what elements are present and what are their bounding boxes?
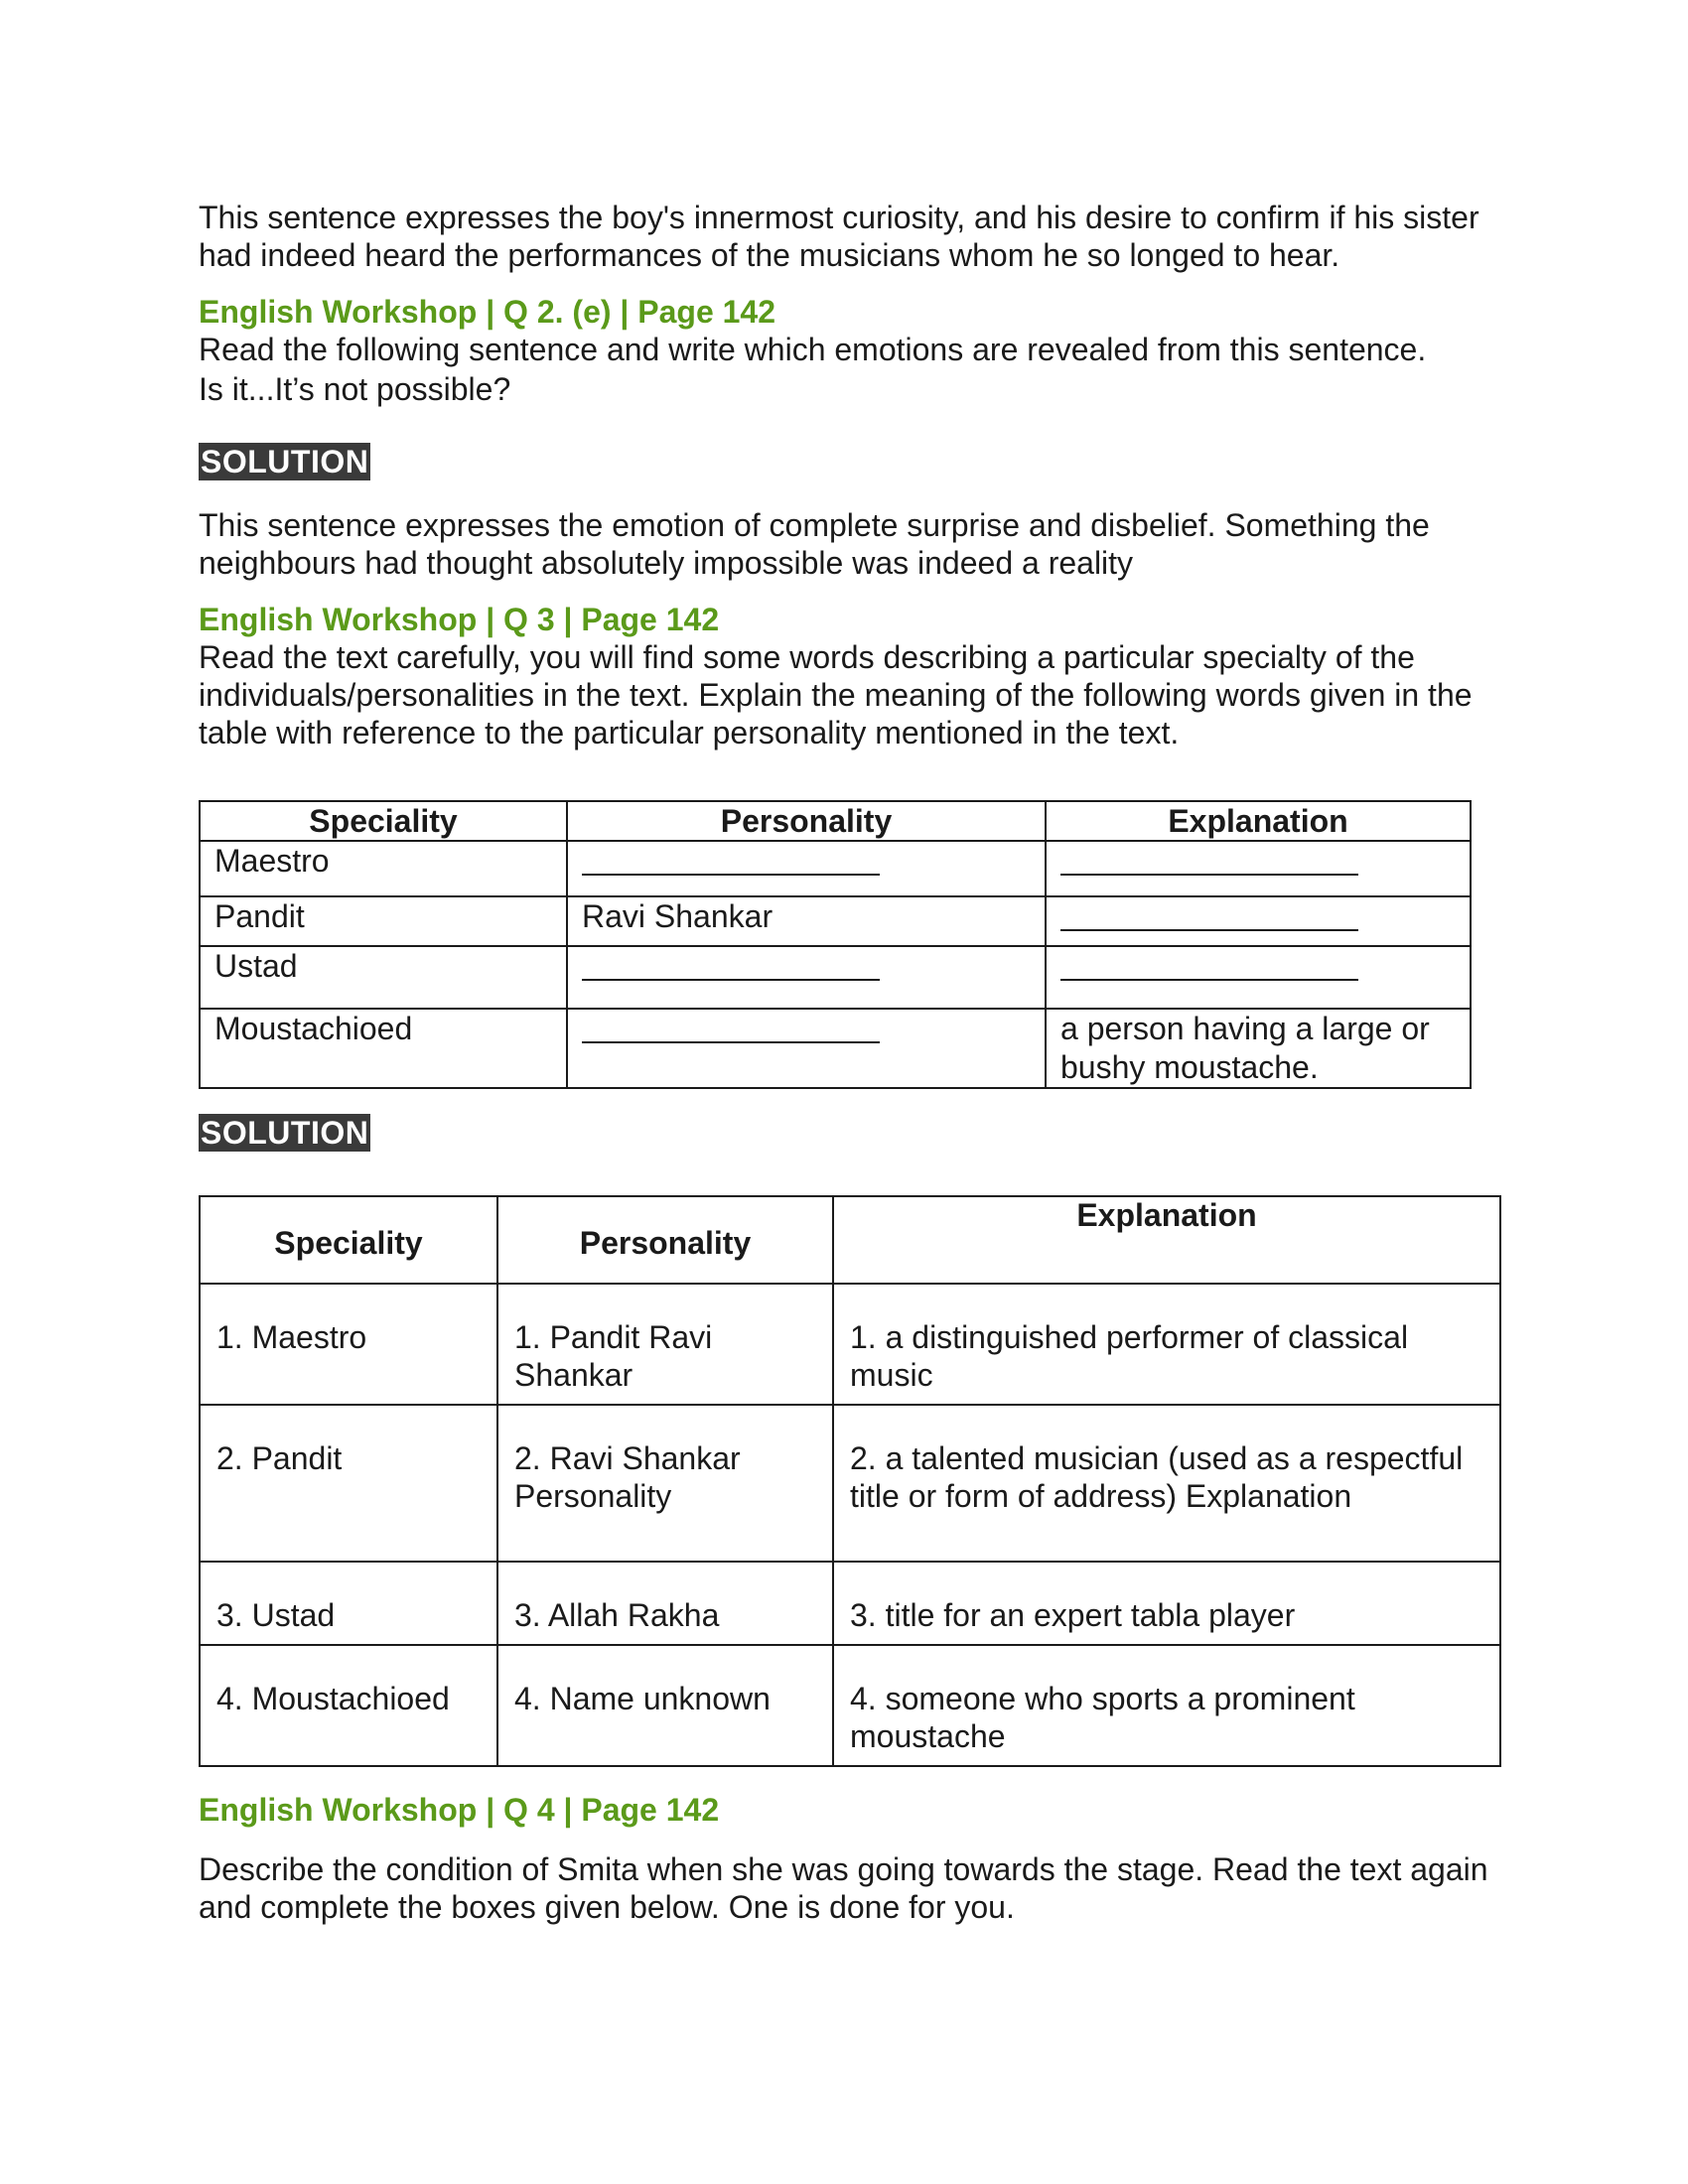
table-cell: 1. Pandit Ravi Shankar [497,1284,833,1405]
table-cell: 1. a distinguished performer of classical music [833,1284,1500,1405]
table-cell: Ustad [200,946,567,1009]
q2e-question-line1: Read the following sentence and write which emotions are revealed from this sentence. [199,332,1427,367]
table-cell: Maestro [200,841,567,896]
table-cell: a person having a large or bushy moustache. [1046,1009,1471,1088]
table-cell: 3. Ustad [200,1562,497,1645]
table-cell: 2. Ravi Shankar Personality [497,1405,833,1562]
blank-cell [1046,841,1471,896]
question-table-header: Personality [567,801,1046,841]
answer-blank [1060,947,1358,981]
solution-table [199,1195,1501,1767]
question-table-header: Speciality [200,801,567,841]
solution-table-header: Explanation [833,1196,1500,1284]
blank-cell [567,1009,1046,1088]
question-table-header: Explanation [1046,801,1471,841]
q2e-heading: English Workshop | Q 2. (e) | Page 142 [199,294,776,330]
table-cell: Pandit [200,896,567,946]
blank-cell [567,946,1046,1009]
solution-badge: SOLUTION [201,1115,369,1151]
table-cell: 4. Name unknown [497,1645,833,1766]
solution-badge: SOLUTION [201,444,369,479]
answer-blank [1060,897,1358,931]
table-cell: 4. someone who sports a prominent moustache [833,1645,1500,1766]
blank-cell [567,841,1046,896]
q3-question: Read the text carefully, you will find some words describing a particular specialty of the individuals/personalities in the text. Explain the meaning of the following words given in the table with reference to the particular personality mentioned in the text. [199,639,1473,751]
table-cell: Moustachioed [200,1009,567,1088]
table-cell: Ravi Shankar [567,896,1046,946]
solution-table-header: Speciality [200,1196,497,1284]
q2e-question-line2: Is it...It’s not possible? [199,371,511,407]
blank-cell [1046,946,1471,1009]
answer-blank [582,947,880,981]
answer-blank [1060,842,1358,876]
table-cell: 4. Moustachioed [200,1645,497,1766]
question-table [199,800,1472,1089]
q3-heading: English Workshop | Q 3 | Page 142 [199,602,720,637]
answer-blank [582,1010,880,1043]
answer-blank [582,842,880,876]
table-cell: 3. title for an expert tabla player [833,1562,1500,1645]
q2e-answer: This sentence expresses the emotion of complete surprise and disbelief. Something the neighbours had thought absolutely impossible was indeed a reality [199,507,1430,581]
table-cell: 3. Allah Rakha [497,1562,833,1645]
solution-table-header: Personality [497,1196,833,1284]
q4-heading: English Workshop | Q 4 | Page 142 [199,1792,720,1828]
table-cell: 2. a talented musician (used as a respectful title or form of address) Explanation [833,1405,1500,1562]
q4-question: Describe the condition of Smita when she was going towards the stage. Read the text again and complete the boxes given below. One is done for you. [199,1851,1488,1925]
table-cell: 2. Pandit [200,1405,497,1562]
intro-paragraph: This sentence expresses the boy's innermost curiosity, and his desire to confirm if his sister had indeed heard the performances of the musicians whom he so longed to hear. [199,200,1479,273]
table-cell: 1. Maestro [200,1284,497,1405]
blank-cell [1046,896,1471,946]
